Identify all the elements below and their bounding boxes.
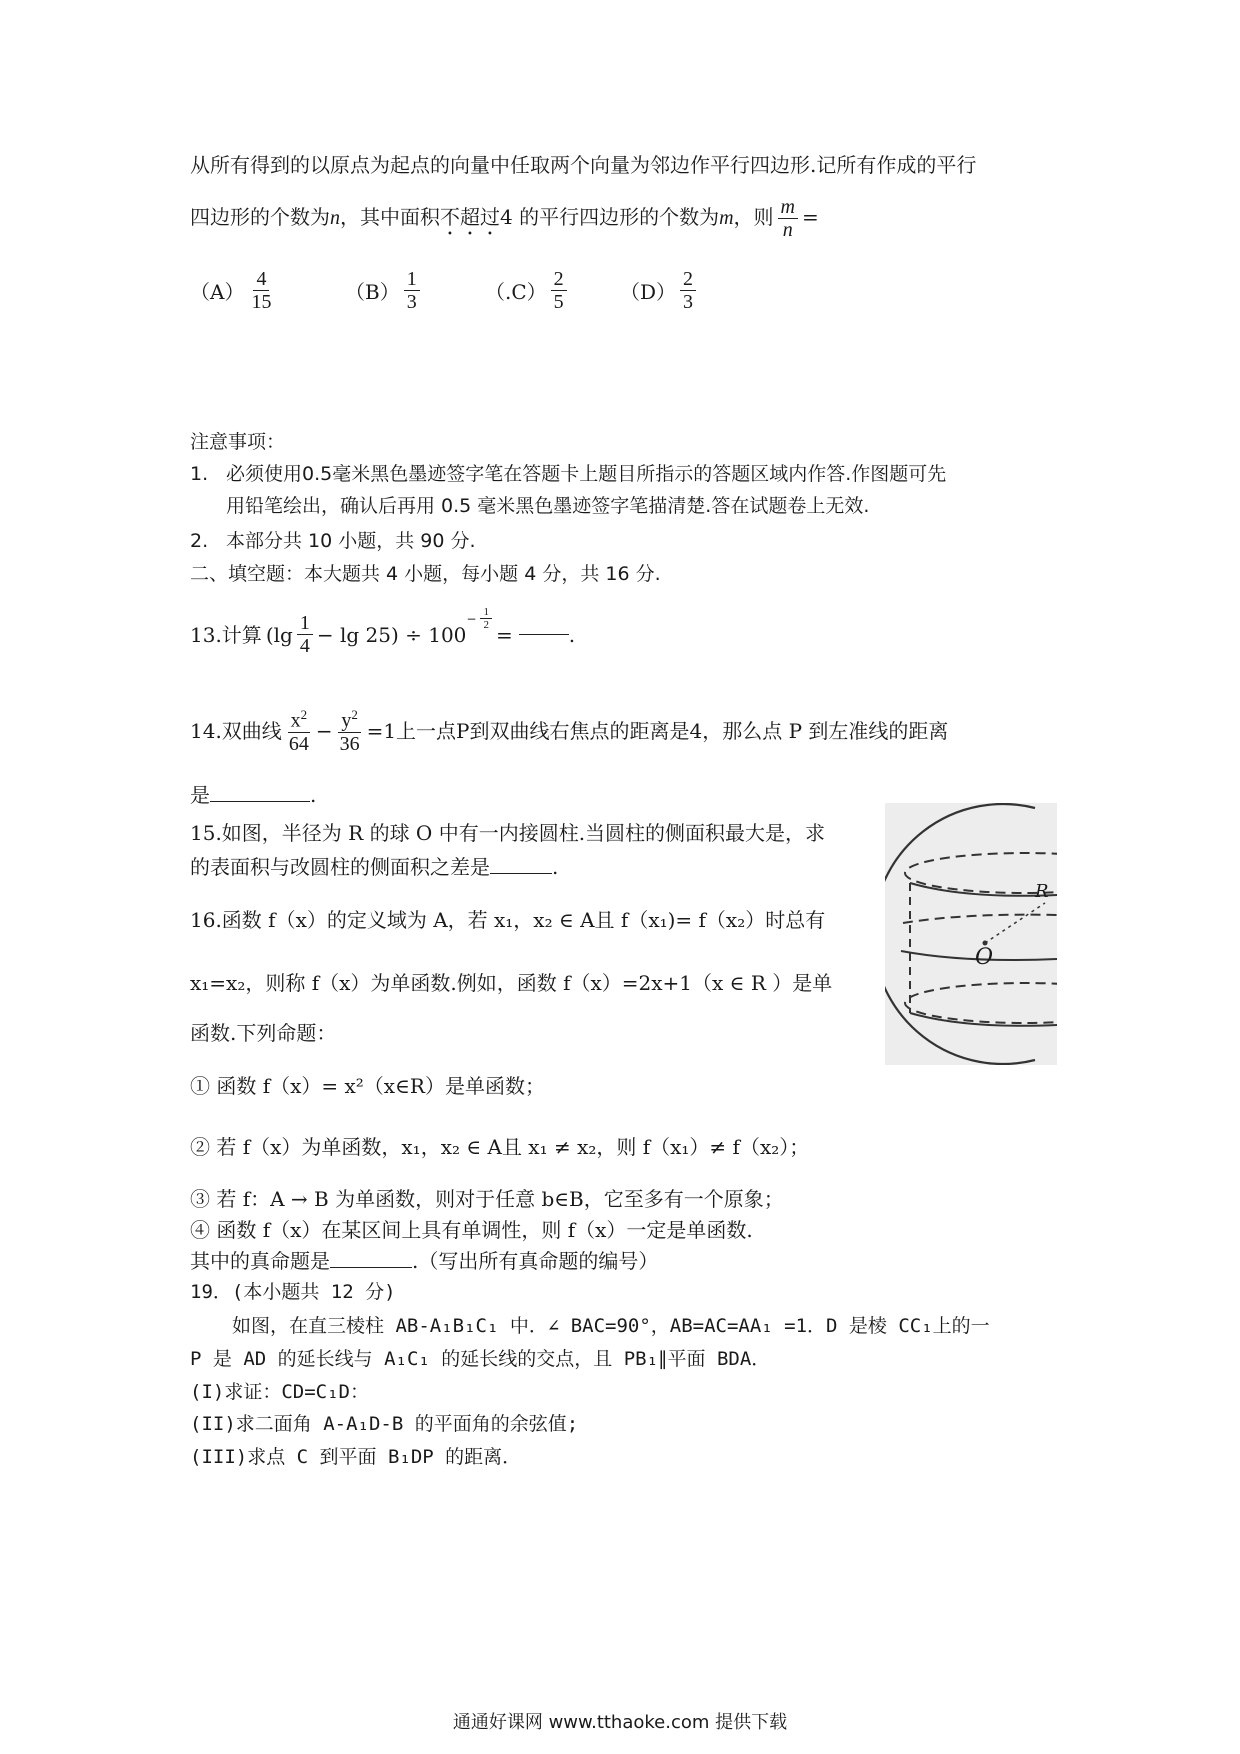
choice-b-fraction <box>404 268 420 313</box>
q16-ask <box>190 1246 1060 1276</box>
q16-prop-1: ① 函数 f（x）= x²（x∈R）是单函数； <box>190 1074 545 1098</box>
q16-prop-3: ③ 若 f：A → B 为单函数，则对于任意 b∈B，它至多有一个原象； <box>190 1187 784 1211</box>
q13-den: 4 <box>299 635 310 657</box>
q19-line1: 如图，在直三棱柱 AB-A₁B₁C₁ 中．∠ BAC=90°，AB=AC=AA₁ =1．D 是棱 CC₁上的一 <box>232 1315 990 1337</box>
choice-c-fraction <box>551 268 567 313</box>
q13-num: 1 <box>297 612 313 635</box>
q13: 13.计算 (lg $\frac{1}{4}$ − lg 25) ÷ 100 − $\frac{1}{2}$ = . <box>190 605 576 657</box>
var-n: n <box>330 207 340 229</box>
choice-d-label: （D） <box>620 280 677 304</box>
choice-d-fraction <box>680 268 696 313</box>
q13-exp-fraction <box>480 606 492 631</box>
choice-c-label: （.C） <box>485 280 547 304</box>
q14-prefix: 14.双曲线 <box>190 719 282 744</box>
notes-item-2 <box>190 527 1060 556</box>
q15-line2: 的表面积与改圆柱的侧面积之差是 . <box>190 855 559 879</box>
q15-line1: 15.如图，半径为 R 的球 O 中有一内接圆柱.当圆柱的侧面积最大是，求 <box>190 821 826 845</box>
footer-credit: 通通好课网 www.tthaoke.com 提供下载 <box>452 1712 788 1733</box>
q14-den1: 64 <box>288 732 309 755</box>
choice-b-num: 1 <box>404 268 420 291</box>
q16-line3: 函数.下列命题： <box>190 1021 337 1045</box>
q16-prop-2: ② 若 f（x）为单函数，x₁，x₂ ∈ A且 x₁ ≠ x₂，则 f（x₁）≠ f（x₂）； <box>190 1135 810 1159</box>
choice-d-den: 3 <box>683 291 694 313</box>
choice-a <box>190 268 278 313</box>
q14-line2: 是 . <box>190 783 317 807</box>
fraction-m-n <box>778 196 798 241</box>
q14 <box>190 708 1060 755</box>
q14-answer-blank[interactable] <box>210 801 310 802</box>
q14-den2: 36 <box>339 732 360 755</box>
q12-line2-b: ，其中面积 <box>340 205 440 229</box>
q14-minus: − <box>315 719 333 744</box>
q19-part-1: (I)求证：CD=C₁D： <box>190 1381 369 1403</box>
q13-fraction <box>297 612 313 657</box>
choice-b-den: 3 <box>406 291 417 313</box>
label-o: O <box>975 945 994 970</box>
q13-exp-num: 1 <box>480 606 492 619</box>
choice-d-num: 2 <box>680 268 696 291</box>
q13-exp-den: 2 <box>483 619 489 631</box>
notes-item-1-line2: 用铅笔绘出，确认后再用 0.5 毫米黑色墨迹签字笔描清楚.答在试题卷上无效. <box>226 495 870 517</box>
q16-ask-b: .（写出所有真命题的编号） <box>412 1249 659 1273</box>
q19-part-3: (III)求点 C 到平面 B₁DP 的距离． <box>190 1446 522 1468</box>
choice-c-den: 5 <box>553 291 564 313</box>
choice-c-num: 2 <box>551 268 567 291</box>
q16-prop-4: ④ 函数 f（x）在某区间上具有单调性，则 f（x）一定是单函数. <box>190 1218 753 1242</box>
equals-sign: = <box>802 205 819 229</box>
q14-rest: =1上一点P到双曲线右焦点的距离是4，那么点 P 到左准线的距离 <box>366 719 949 744</box>
q14-line2-text: 是 <box>190 783 210 807</box>
q19-line2: P 是 AD 的延长线与 A₁C₁ 的延长线的交点，且 PB₁∥平面 BDA． <box>190 1348 771 1370</box>
q14-sq2: 2 <box>351 707 358 722</box>
notes-item-1-line1: 必须使用0.5毫米黑色墨迹签字笔在答题卡上题目所指示的答题区域内作答.作图题可先 <box>226 463 947 485</box>
q15-line2-text: 的表面积与改圆柱的侧面积之差是 <box>190 855 490 879</box>
q12-line2-c: 4 的平行四边形的个数为 <box>500 205 720 229</box>
q19-part-2: (II)求二面角 A-A₁D-B 的平面角的余弦值; <box>190 1413 579 1435</box>
q19-head: 19．(本小题共 12 分) <box>190 1281 396 1303</box>
q12-line2 <box>190 196 1060 241</box>
q13-prefix: 13.计算 <box>190 622 262 647</box>
q16-line2: x₁=x₂，则称 f（x）为单函数.例如，函数 f（x）=2x+1（x ∈ R ）是单 <box>190 971 833 995</box>
label-r: R <box>1035 881 1049 902</box>
notes-item-2-num: 2. <box>190 530 209 552</box>
q16-ask-a: 其中的真命题是 <box>190 1249 330 1273</box>
choice-a-label: （A） <box>190 280 245 304</box>
q14-fraction-x <box>286 708 312 755</box>
notes-item-1-num: 1. <box>190 463 209 485</box>
var-m: m <box>719 207 734 229</box>
q13-lg: (lg <box>265 622 293 647</box>
choice-a-num: 4 <box>253 268 269 291</box>
q13-answer-blank[interactable] <box>519 634 569 635</box>
q12-line1 <box>190 150 1060 180</box>
q14-fraction-y <box>337 708 363 755</box>
q15-answer-blank[interactable] <box>490 873 552 874</box>
emphasis-text: 不超过 <box>440 205 500 229</box>
q13-exp-sign: − <box>466 611 477 626</box>
notes-title: 注意事项： <box>190 431 286 453</box>
q16-answer-blank[interactable] <box>330 1267 412 1268</box>
section-heading: 二、填空题：本大题共 4 小题，每小题 4 分，共 16 分. <box>190 563 661 585</box>
choice-b <box>345 268 424 313</box>
q14-num2: y <box>341 709 352 732</box>
choice-c <box>485 268 571 313</box>
choice-a-fraction <box>248 268 274 313</box>
q12-line1-text: 从所有得到的以原点为起点的向量中任取两个向量为邻边作平行四边形.记所有作成的平行 <box>190 153 977 177</box>
q16-line1: 16.函数 f（x）的定义域为 A，若 x₁，x₂ ∈ A且 f（x₁)= f（x₂）时总有 <box>190 908 826 932</box>
q14-sq1: 2 <box>300 707 308 722</box>
q12-line2-a: 四边形的个数为 <box>190 205 330 229</box>
q12-line2-d: ，则 <box>733 205 774 229</box>
choice-d <box>620 268 700 313</box>
q14-num1: x <box>290 709 301 732</box>
notes-item-2-text: 本部分共 10 小题，共 90 分. <box>226 530 476 552</box>
frac-den: n <box>782 219 793 241</box>
choice-b-label: （B） <box>345 280 400 304</box>
notes-item-1 <box>190 460 1060 489</box>
q13-exponent <box>466 606 496 631</box>
frac-num: m <box>778 196 798 219</box>
choice-a-den: 15 <box>251 291 272 313</box>
q13-equals: = <box>495 622 513 647</box>
q13-rest: − lg 25) ÷ 100 <box>316 622 467 647</box>
